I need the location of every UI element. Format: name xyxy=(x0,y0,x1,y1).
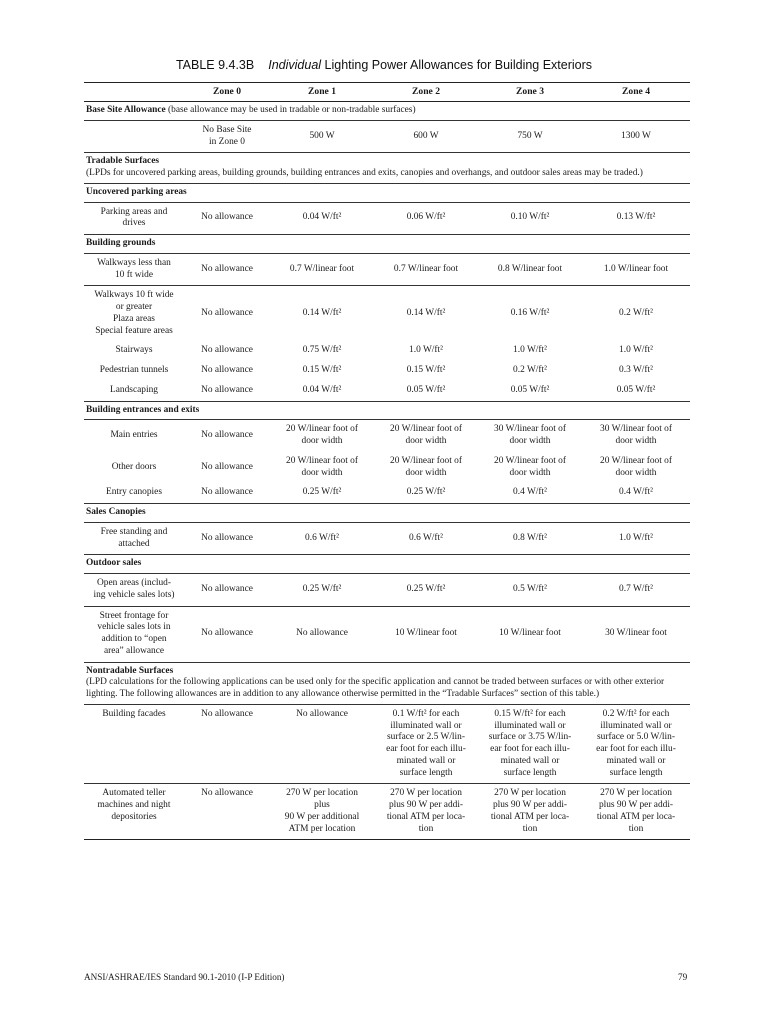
section-note: (LPDs for uncovered parking areas, building grounds, building entrances and exits, canopies and overhangs, and outdoor sales areas may be traded.) xyxy=(86,168,643,178)
row-label: Main entries xyxy=(110,430,158,441)
table-cell: 0.05 W/ft² xyxy=(510,384,550,395)
row-label: Pedestrian tunnels xyxy=(99,365,169,375)
section-heading: Tradable Surfaces xyxy=(86,156,159,167)
table-row xyxy=(84,381,690,401)
section-heading: Nontradable Surfaces xyxy=(86,665,174,676)
table-cell: 1.0 W/ft² xyxy=(409,345,443,356)
row-label: Parking areas and drives xyxy=(100,206,168,229)
table-cell: 0.6 W/ft² xyxy=(409,532,443,543)
table-cell: 0.25 W/ft² xyxy=(406,487,446,498)
table-cell: 1.0 W/ft² xyxy=(619,345,653,356)
table-cell: 0.16 W/ft² xyxy=(510,307,550,318)
table-cell: No allowance xyxy=(184,784,270,840)
table-cell: 10 W/linear foot xyxy=(395,628,457,639)
page-number: 79 xyxy=(678,972,688,982)
section-sales-canopies xyxy=(84,504,690,523)
table-cell: No allowance xyxy=(201,628,253,639)
zone-header-2: Zone 2 xyxy=(412,86,440,97)
table-cell: 0.06 W/ft² xyxy=(406,212,446,223)
table-row xyxy=(84,574,690,607)
table-cell: 10 W/linear foot xyxy=(499,628,561,639)
table-cell: No allowance xyxy=(201,430,253,441)
table-cell: 20 W/linear foot of door width xyxy=(600,455,672,478)
table-cell: 270 W per location plus 90 W per addi- tional ATM per loca- tion xyxy=(478,784,582,840)
table-cell: 0.75 W/ft² xyxy=(302,345,342,356)
table-cell: 0.05 W/ft² xyxy=(406,384,446,395)
zone-header-0: Zone 0 xyxy=(213,86,241,97)
row-label: Landscaping xyxy=(110,384,158,395)
row-label: Walkways 10 ft wide or greater Plaza areas Special feature areas xyxy=(94,290,174,336)
table-cell: 750 W xyxy=(517,130,543,141)
table-row xyxy=(84,483,690,503)
section-note: (base allowance may be used in tradable or non-tradable surfaces) xyxy=(165,105,416,115)
row-label: Street frontage for vehicle sales lots in addition to “open area” allowance xyxy=(97,610,171,656)
section-heading: Building grounds xyxy=(86,238,156,248)
table-cell: 0.15 W/ft² xyxy=(406,365,446,375)
table-cell: 0.6 W/ft² xyxy=(305,532,339,543)
table-cell: No allowance xyxy=(201,708,253,719)
table-cell: 0.3 W/ft² xyxy=(619,365,653,375)
table-cell: 1300 W xyxy=(621,130,651,141)
table-row xyxy=(84,361,690,381)
table-cell: 0.15 W/ft² for each illuminated wall or surface or 3.75 W/lin- ear foot for each illu- minated wall or surface length xyxy=(488,708,572,778)
table-cell: 20 W/linear foot of door width xyxy=(390,455,462,478)
table-row xyxy=(84,253,690,286)
section-note: (LPD calculations for the following applications can be used only for the specific application and cannot be traded between surfaces or with other exterior lighting. The following allowances are in addition to any allowance otherwise permitted in the “Tradable Surfaces” section of this table.) xyxy=(86,677,665,699)
table-cell: No allowance xyxy=(201,487,253,498)
row-label: Other doors xyxy=(111,461,157,472)
table-cell: 30 W/linear foot of door width xyxy=(600,424,672,446)
table-cell: 20 W/linear foot of door width xyxy=(286,455,358,478)
row-label: Entry canopies xyxy=(106,487,162,498)
table-cell: No allowance xyxy=(201,307,253,318)
table-cell: 0.14 W/ft² xyxy=(406,307,446,318)
table-row xyxy=(84,420,690,452)
table-cell: 0.8 W/linear foot xyxy=(497,263,563,274)
table-cell: 0.1 W/ft² for each illuminated wall or surface or 2.5 W/lin- ear foot for each illu- minated wall or surface length xyxy=(386,708,466,778)
table-cell: No allowance xyxy=(201,345,253,356)
table-title-text: Lighting Power Allowances for Building Exteriors xyxy=(321,58,593,72)
table-cell: 0.5 W/ft² xyxy=(513,583,547,594)
table-cell: 270 W per location plus 90 W per addi- tional ATM per loca- tion xyxy=(374,784,478,840)
zone-header-1: Zone 1 xyxy=(308,86,336,97)
table-cell: 0.25 W/ft² xyxy=(406,583,446,594)
table-row xyxy=(84,784,690,840)
table-cell: 600 W xyxy=(413,130,439,141)
row-label: Walkways less than 10 ft wide xyxy=(97,257,171,280)
row-label: Free standing and attached xyxy=(100,526,168,549)
table-cell: 500 W xyxy=(309,130,335,141)
row-label: Stairways xyxy=(115,345,153,356)
table-cell: 1.0 W/ft² xyxy=(513,345,547,356)
table-cell: 0.13 W/ft² xyxy=(616,212,656,223)
table-cell: 0.7 W/linear foot xyxy=(289,263,355,274)
table-row xyxy=(84,606,690,662)
table-cell: 0.04 W/ft² xyxy=(302,384,342,395)
section-building-grounds xyxy=(84,235,690,254)
row-label: Building facades xyxy=(102,708,166,719)
table-cell: 0.4 W/ft² xyxy=(513,487,547,498)
section-heading: Sales Canopies xyxy=(86,507,146,517)
table-cell: 270 W per location plus 90 W per additional ATM per location xyxy=(270,784,374,840)
table-cell: 30 W/linear foot of door width xyxy=(494,424,566,446)
lighting-power-table xyxy=(84,82,690,840)
table-title xyxy=(0,58,768,72)
table-cell: No allowance xyxy=(201,212,253,223)
table-cell: 0.14 W/ft² xyxy=(302,307,342,318)
table-cell: 0.25 W/ft² xyxy=(302,487,342,498)
section-heading: Uncovered parking areas xyxy=(86,186,187,197)
section-heading: Outdoor sales xyxy=(86,558,142,569)
section-entrances xyxy=(84,401,690,420)
section-base-site xyxy=(84,102,690,121)
section-uncovered-parking xyxy=(84,183,690,202)
table-cell: 0.04 W/ft² xyxy=(302,212,342,223)
table-row xyxy=(84,452,690,484)
zone-header-blank xyxy=(84,83,184,102)
table-cell: 1.0 W/ft² xyxy=(619,532,653,543)
zone-header-row xyxy=(84,83,690,102)
table-cell: 0.2 W/ft² xyxy=(513,365,547,375)
zone-header-4: Zone 4 xyxy=(622,86,650,97)
footer-standard: ANSI/ASHRAE/IES Standard 90.1-2010 (I-P Edition) xyxy=(84,972,285,982)
table-cell: No allowance xyxy=(201,583,253,594)
row-label: Automated teller machines and night depositories xyxy=(84,784,184,840)
table-cell: 0.05 W/ft² xyxy=(616,384,656,395)
table-cell: 270 W per location plus 90 W per addi- tional ATM per loca- tion xyxy=(582,784,690,840)
table-cell: 0.2 W/ft² xyxy=(619,307,653,318)
table-row xyxy=(84,522,690,555)
table-cell: No allowance xyxy=(296,708,348,719)
section-heading: Building entrances and exits xyxy=(86,404,200,415)
table-cell: No allowance xyxy=(201,384,253,395)
section-tradable xyxy=(84,153,690,184)
table-cell: 0.25 W/ft² xyxy=(302,583,342,594)
table-cell: 0.7 W/linear foot xyxy=(393,263,459,274)
table-number: TABLE 9.4.3B xyxy=(175,58,255,72)
table-cell: No allowance xyxy=(201,461,253,472)
table-cell: 0.10 W/ft² xyxy=(510,212,550,223)
section-outdoor-sales xyxy=(84,555,690,574)
section-nontradable xyxy=(84,662,690,704)
zone-header-3: Zone 3 xyxy=(516,86,544,97)
table-cell: 30 W/linear foot xyxy=(605,628,667,639)
section-heading: Base Site Allowance xyxy=(86,105,166,115)
table-cell: No Base Site in Zone 0 xyxy=(202,124,252,147)
table-cell: No allowance xyxy=(201,263,253,274)
table-cell: No allowance xyxy=(201,532,253,543)
table-row xyxy=(84,202,690,235)
table-row xyxy=(84,704,690,784)
table-row xyxy=(84,286,690,342)
table-cell: 0.4 W/ft² xyxy=(619,487,653,498)
table-cell: 20 W/linear foot of door width xyxy=(286,424,358,446)
table-cell: 20 W/linear foot of door width xyxy=(390,424,462,446)
table-cell: No allowance xyxy=(201,365,253,375)
table-title-italic: Individual xyxy=(268,58,322,72)
table-cell: No allowance xyxy=(296,628,348,639)
table-cell: 1.0 W/linear foot xyxy=(603,263,669,274)
table-cell: 20 W/linear foot of door width xyxy=(494,455,566,478)
table-cell: 0.15 W/ft² xyxy=(302,365,342,375)
table-cell: 0.2 W/ft² for each illuminated wall or surface or 5.0 W/lin- ear foot for each illu- minated wall or surface length xyxy=(596,708,676,778)
table-row xyxy=(84,120,690,153)
table-cell: 0.7 W/ft² xyxy=(619,583,653,594)
table-cell: 0.8 W/ft² xyxy=(513,532,547,543)
row-label: Open areas (includ- ing vehicle sales lots) xyxy=(93,578,175,600)
table-row xyxy=(84,341,690,361)
